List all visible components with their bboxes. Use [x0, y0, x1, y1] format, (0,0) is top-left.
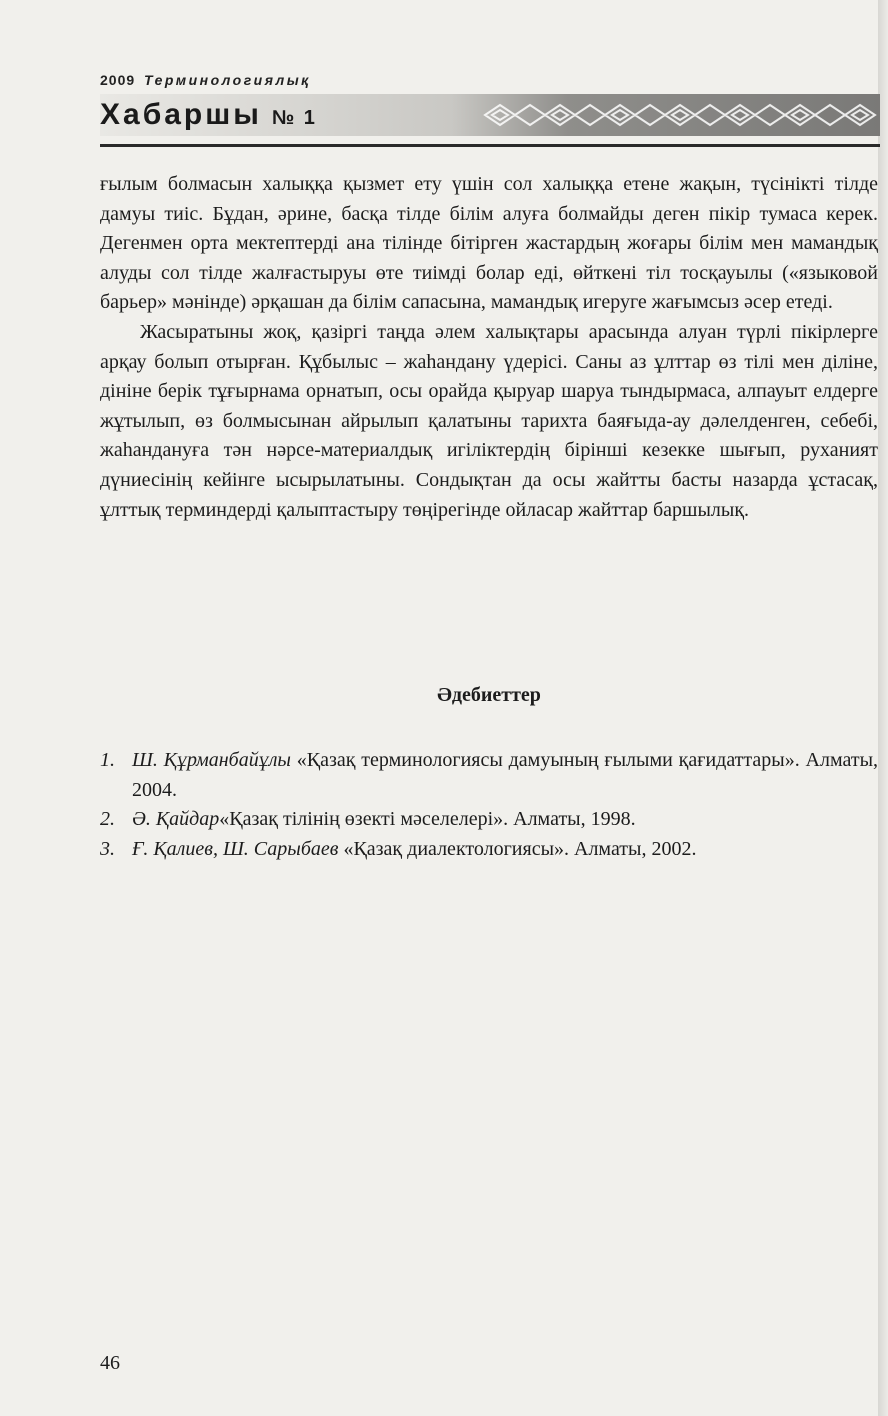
- references-title: Әдебиеттер: [437, 684, 541, 706]
- ornament-pattern-icon: [480, 100, 880, 130]
- header-year: 2009: [100, 72, 136, 88]
- issue-number: № 1: [271, 107, 317, 129]
- reference-author: Ш. Құрманбайұлы: [132, 749, 291, 771]
- masthead-title: Хабаршы: [100, 98, 262, 131]
- article-body: [100, 170, 878, 525]
- reference-text: «Қазақ терминологиясы дамуының ғылыми қағидаттары». Алматы, 2004.: [132, 749, 879, 801]
- page-number: 46: [100, 1352, 120, 1374]
- reference-number: 3.: [100, 837, 115, 860]
- references-list: [100, 746, 878, 864]
- reference-item: [100, 746, 878, 805]
- page-edge: [878, 0, 888, 1416]
- reference-item: [100, 805, 878, 835]
- reference-text: «Қазақ тілінің өзекті мәселелері». Алматы, 1998.: [219, 808, 636, 831]
- reference-number: 1.: [100, 749, 115, 771]
- masthead: [100, 96, 317, 137]
- paragraph: ғылым болмасын халыққа қызмет ету үшін сол халыққа етене жақын, түсінікті тілде дамуы тиіс. Бұдан, әрине, басқа тілде білім алуға болмайды деген пікір тумаса керек. Дегенмен орта мектептерді ана тілінде бітірген жастардың жоғары білім мен мамандық алуды сол тілде жалғастыруы өте тиімді болар еді, өйткені тіл тосқауылы («языковой барьер» мәнінде) әрқашан да білім сапасына, мамандық игеруге жағымсыз әсер етеді.: [100, 173, 878, 314]
- reference-author: Ә. Қайдар: [132, 808, 220, 831]
- reference-item: [100, 835, 878, 865]
- header-rule: [100, 144, 880, 147]
- journal-header: [100, 70, 880, 150]
- header-year-line: [100, 72, 311, 88]
- reference-number: 2.: [100, 808, 115, 831]
- header-series: Терминологиялық: [144, 72, 311, 88]
- reference-text: «Қазақ диалектологиясы». Алматы, 2002.: [338, 837, 697, 860]
- paragraph: Жасыратыны жоқ, қазіргі таңда әлем халықтары арасында алуан түрлі пікірлерге арқау болып отырған. Құбылыс – жаһандану үдерісі. Саны аз ұлттар өз тілі мен діліне, дініне берік тұғырнама орнатып, осы орайда қыруар шаруа тындырмаса, алпауыт елдерге жұтылып, өз болмысынан айрылып қалатыны тарихта баяғыда-ау дәлелденген, себебі, жаһандануға тән нәрсе-материалдық игіліктердің бірінші кезекке шығып, руханият дүниесінің кейінге ысырылатыны. Сондықтан да осы жайтты басты назарда ұстасақ, ұлттық терминдерді қалыптастыру төңірегінде ойласар жайттар баршылық.: [100, 320, 878, 521]
- reference-author: Ғ. Қалиев, Ш. Сарыбаев: [132, 837, 339, 860]
